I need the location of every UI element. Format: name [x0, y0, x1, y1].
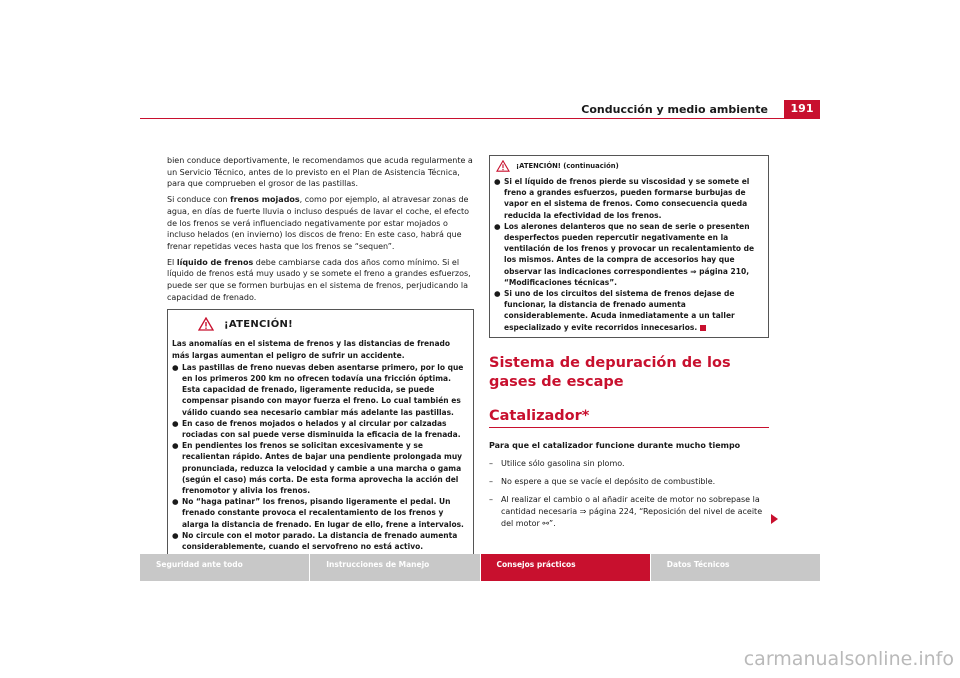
text: El [167, 257, 177, 267]
warning-continued-body [494, 176, 764, 333]
bullet-text: No “haga patinar” los frenos, pisando ligeramente el pedal. Un frenado constante provoca el recalentamiento de los frenos y alarga la distancia de frenado. En lugar de ello, frene a intervalos. [182, 497, 464, 529]
bold-term: líquido de frenos [176, 257, 254, 267]
warning-box [167, 309, 474, 557]
list-item-text: No espere a que se vacíe el depósito de combustible. [501, 476, 716, 486]
bullet-text: Los alerones delanteros que no sean de serie o presenten desperfectos pueden repercutir negativamente en la ventilación de los frenos y provocar un recalentamiento de los mismos. Antes de la compra de accesorios hay que observar las indicaciones correspondientes ⇒ página 210, “Modificaciones técnicas”. [504, 221, 755, 287]
bullet-dot: ● [172, 362, 179, 372]
bullet-text: En pendientes los frenos se solicitan excesivamente y se recalientan rápido. Antes de bajar una pendiente prolongada muy pronunciada, reduzca la velocidad y cambie a una marcha o gama (según el caso) más corta. De esta forma aprovecha la acción del frenomotor y alivia los frenos. [182, 441, 463, 496]
tab-seguridad[interactable]: Seguridad ante todo [140, 554, 310, 581]
header-rule [140, 118, 820, 119]
subsection-rule [489, 427, 769, 428]
warning-title: ¡ATENCIÓN! [224, 318, 294, 330]
text: Si conduce con [167, 195, 231, 205]
dash: – [489, 476, 493, 486]
warning-triangle-icon [496, 160, 510, 172]
bullet-text: Las pastillas de freno nuevas deben asentarse primero, por lo que en los primeros 200 km no ofrecen todavía una fricción óptima. Esta capacidad de frenado, ligeramente reducida, se puede compensar pisando con mayor fuerza el freno. Lo cual también es válido cuando sea necesario cambiar más adelante las pastillas. [182, 362, 464, 417]
left-column [167, 155, 474, 557]
warning-header [198, 310, 469, 338]
bullet-dot: ● [172, 530, 179, 540]
list-item [489, 494, 769, 530]
list-item [489, 458, 769, 470]
warning-triangle-icon [198, 317, 214, 331]
bullet-text: Si uno de los circuitos del sistema de frenos dejase de funcionar, la distancia de frenado aumenta considerablemente. Acuda inmediatamente a un taller especializado y evite recorridos innecesarios. [504, 289, 735, 332]
next-page-arrow-icon[interactable] [771, 514, 778, 524]
bullet-dot: ● [494, 177, 501, 186]
subsection-title: Catalizador* [489, 407, 590, 424]
warning-bullet [172, 440, 469, 496]
warning-bullet [494, 176, 764, 221]
bold-term: frenos mojados [230, 195, 300, 205]
warning-continued-header [496, 156, 764, 176]
warning-bullet [494, 288, 764, 333]
tab-instrucciones[interactable]: Instrucciones de Manejo [310, 554, 480, 581]
bullet-dot: ● [172, 497, 179, 507]
bullet-text: En caso de frenos mojados o helados y al circular por calzadas rociadas con sal puede verse disminuida la eficacia de la frenada. [182, 418, 461, 440]
list-item-text: Al realizar el cambio o al añadir aceite de motor no sobrepase la cantidad necesaria ⇒ página 224, “Reposición del nivel de aceite del motor ⚯”. [501, 494, 763, 528]
text: , como por ejemplo, al atravesar zonas de agua, en días de fuerte lluvia o incluso después de lavar el coche, el efecto de los frenos se verá influenciado negativamente por estar mojados o incluso helados (en invierno) los discos de freno: En este caso, habrá que frenar repetidas veces hasta que los frenos se “sequen”. [167, 195, 469, 251]
header-title: Conducción y medio ambiente [581, 103, 768, 116]
warning-bullet [172, 496, 469, 530]
tab-datos[interactable]: Datos Técnicos [666, 560, 730, 569]
watermark: carmanualsonline.info [743, 648, 954, 670]
warning-bullet [172, 362, 469, 418]
bullet-text: No circule con el motor parado. La distancia de frenado aumenta considerablemente, cuando el servofreno no está activo. [182, 530, 458, 552]
catalyst-lead: Para que el catalizador funcione durante mucho tiempo [489, 440, 741, 450]
bullet-dot: ● [172, 418, 179, 428]
bullet-text: Si el líquido de frenos pierde su viscosidad y se somete el freno a grandes esfuerzos, pueden formarse burbujas de vapor en el sistema de frenos. Como consecuencia queda reducida la efectividad de los frenos. [504, 177, 750, 220]
warning-continued-box [489, 155, 769, 338]
paragraph-brake-fluid [167, 257, 474, 304]
end-of-section-mark [700, 325, 706, 331]
list-item-text: Utilice sólo gasolina sin plomo. [501, 458, 625, 468]
warning-continued-title: ¡ATENCIÓN! (continuación) [516, 162, 619, 170]
dash: – [489, 494, 493, 504]
page-header [140, 100, 820, 120]
page-number: 191 [784, 100, 820, 118]
bullet-dot: ● [494, 221, 501, 231]
dash: – [489, 458, 493, 468]
section-title: Sistema de depuración de los gases de escape [489, 354, 731, 390]
bullet-dot: ● [494, 289, 501, 299]
list-item [489, 476, 769, 488]
text: debe cambiarse cada dos años como mínimo. Si el líquido de frenos está muy usado y se somete el freno a grandes esfuerzos, puede ser que se formen burbujas en el sistema de frenos, perjudicando la capacidad de frenado. [167, 257, 471, 302]
right-column [489, 155, 769, 530]
paragraph-pads: bien conduce deportivamente, le recomendamos que acuda regularmente a un Servicio Técnico, antes de lo previsto en el Plan de Asistencia Técnica, para que comprueben el grosor de las pastillas. [167, 156, 473, 189]
tab-consejos[interactable]: Consejos prácticos [481, 554, 651, 581]
bullet-dot: ● [172, 441, 179, 451]
footer-nav [140, 554, 820, 581]
warning-body [172, 338, 469, 552]
paragraph-wet-brakes [167, 194, 474, 253]
warning-bullet [172, 418, 469, 440]
warning-bullet [172, 530, 469, 552]
catalyst-list [489, 458, 769, 530]
warning-bullet [494, 221, 764, 288]
warning-intro: Las anomalías en el sistema de frenos y las distancias de frenado más largas aumentan el peligro de sufrir un accidente. [172, 339, 451, 360]
